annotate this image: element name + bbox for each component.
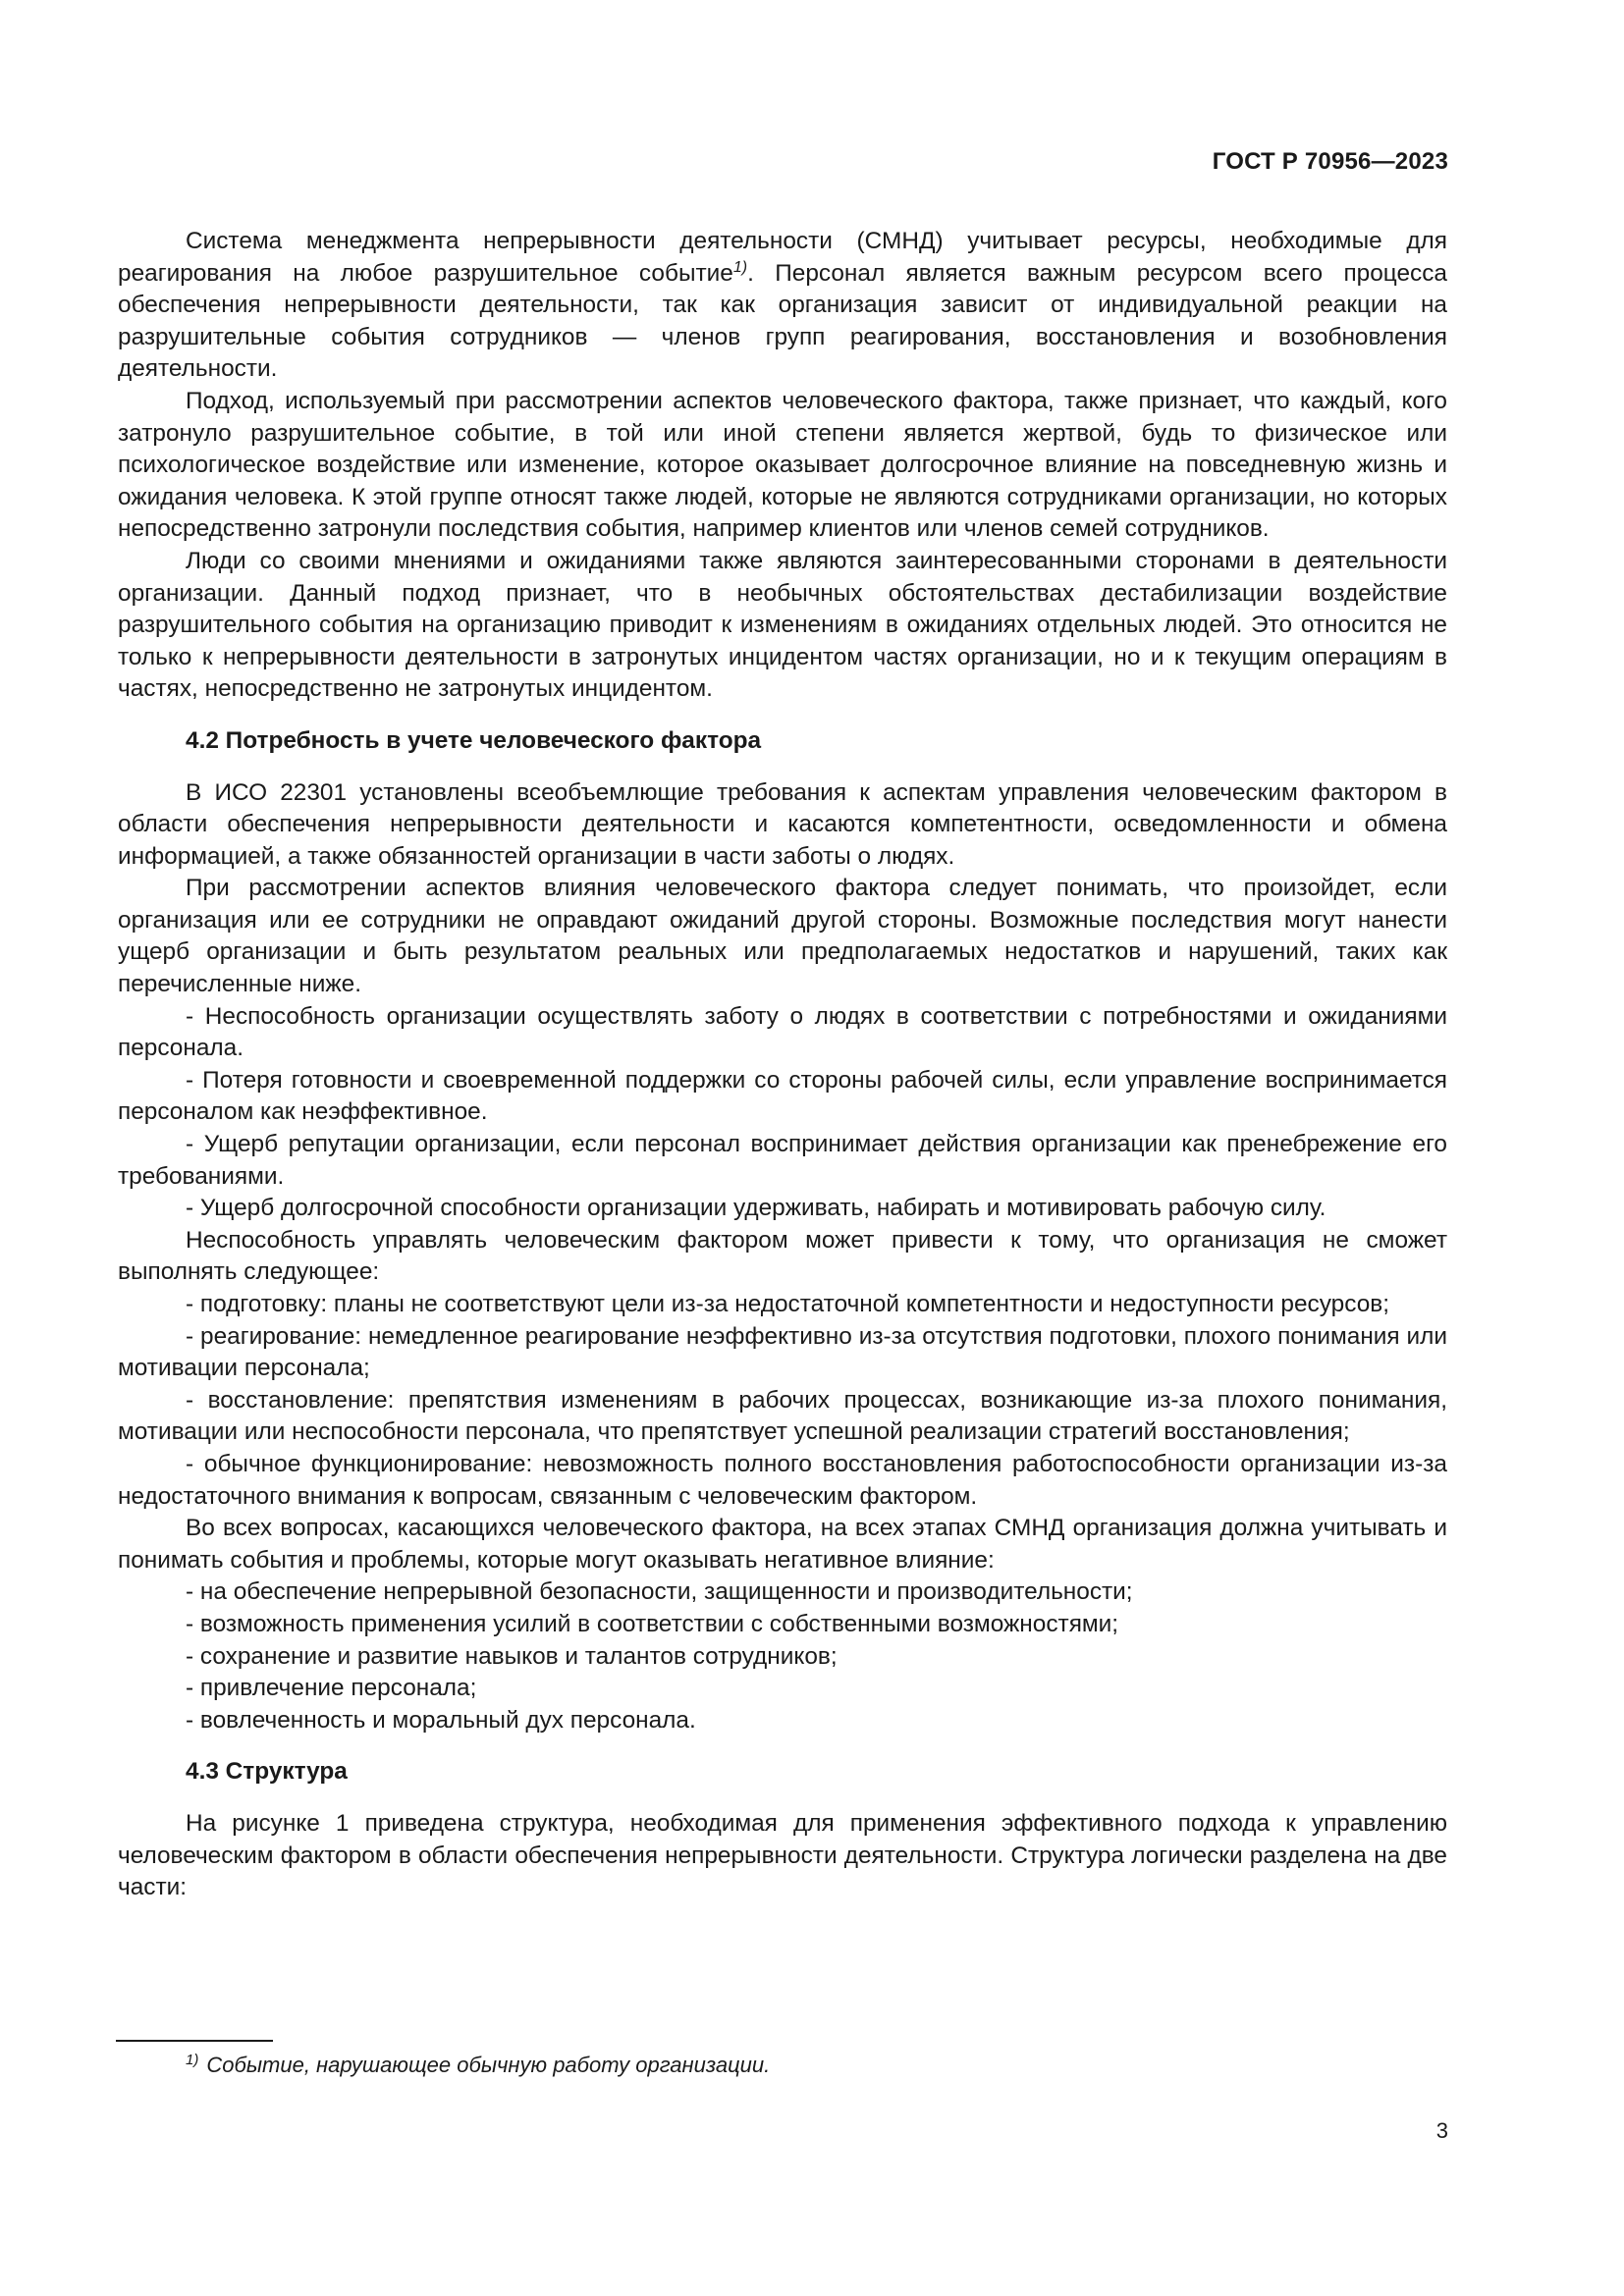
document-id-header: ГОСТ Р 70956—2023 bbox=[1212, 148, 1448, 175]
list-item: - на обеспечение непрерывной безопасности, защищенности и производительности; bbox=[186, 1578, 1133, 1606]
footnote bbox=[186, 2051, 770, 2080]
list-item: - сохранение и развитие навыков и талантов сотрудников; bbox=[186, 1642, 838, 1670]
list-item: - Ущерб долгосрочной способности организации удерживать, набирать и мотивировать рабочую силу. bbox=[186, 1195, 1326, 1222]
paragraph: Неспособность управлять человеческим фактором может привести к тому, что организация не сможет выполнять следующее: bbox=[118, 1226, 1447, 1286]
paragraph-text: . Персонал является важным ресурсом всего процесса обеспечения непрерывности деятельности, так как организация зависит от индивидуальной реакции на разрушительные события сотрудников — членов групп реагирования, восстановления и возобновления деятельности. bbox=[118, 259, 1447, 383]
list-item: - вовлеченность и моральный дух персонала. bbox=[186, 1706, 696, 1734]
paragraph: Во всех вопросах, касающихся человеческого фактора, на всех этапах СМНД организация должна учитывать и понимать события и проблемы, которые могут оказывать негативное влияние: bbox=[118, 1515, 1447, 1574]
paragraph: Подход, используемый при рассмотрении аспектов человеческого фактора, также признает, что каждый, кого затронуло разрушительное событие, в той или иной степени является жертвой, будь то физическое или психологическое воздействие или изменение, которое оказывает долгосрочное влияние на повседневную жизнь и ожидания человека. К этой группе относят также людей, которые не являются сотрудниками организации, но которых непосредственно затронули последствия события, например клиентов или членов семей сотрудников. bbox=[118, 387, 1447, 543]
list-item: - привлечение персонала; bbox=[186, 1675, 477, 1702]
list-item: - Потеря готовности и своевременной поддержки со стороны рабочей силы, если управление воспринимается персоналом как неэффективное. bbox=[118, 1066, 1447, 1126]
footnote-divider bbox=[116, 2040, 273, 2042]
paragraph bbox=[118, 226, 1447, 386]
paragraph: На рисунке 1 приведена структура, необходимая для применения эффективного подхода к управлению человеческим фактором в области обеспечения непрерывности деятельности. Структура логически разделена на две части: bbox=[118, 1809, 1447, 1901]
section-heading-4-3: 4.3 Структура bbox=[186, 1758, 348, 1786]
list-item: - восстановление: препятствия изменениям в рабочих процессах, возникающие из-за плохого понимания, мотивации или неспособности персонала, что препятствует успешной реализации стратегий восстановления; bbox=[118, 1386, 1447, 1446]
paragraph: В ИСО 22301 установлены всеобъемлющие требования к аспектам управления человеческим фактором в области обеспечения непрерывности деятельности и касаются компетентности, осведомленности и обмена информацией, а также обязанностей организации в части заботы о людях. bbox=[118, 778, 1447, 870]
list-item: - Неспособность организации осуществлять заботу о людях в соответствии с потребностями и ожиданиями персонала. bbox=[118, 1002, 1447, 1062]
paragraph-text: Система менеджмента непрерывности деятельности (СМНД) учитывает ресурсы, необходимые для реагирования на любое разрушительное событие bbox=[118, 228, 1447, 287]
list-item: - возможность применения усилий в соответствии с собственными возможностями; bbox=[186, 1610, 1119, 1637]
footnote-reference[interactable]: 1) bbox=[732, 258, 748, 276]
paragraph: Люди со своими мнениями и ожиданиями также являются заинтересованными сторонами в деятельности организации. Данный подход признает, что в необычных обстоятельствах дестабилизации воздействие разрушительного события на организацию приводит к изменениям в ожиданиях отдельных людей. Это относится не только к непрерывности деятельности в затронутых инцидентом частях организации, но и к текущим операциям в частях, непосредственно не затронутых инцидентом. bbox=[118, 547, 1447, 703]
list-item: - обычное функционирование: невозможность полного восстановления работоспособности организации из-за недостаточного внимания к вопросам, связанным с человеческим фактором. bbox=[118, 1450, 1447, 1510]
footnote-mark: 1) bbox=[186, 2052, 199, 2068]
section-heading-4-2: 4.2 Потребность в учете человеческого фактора bbox=[186, 726, 762, 754]
footnote-text: Событие, нарушающее обычную работу организации. bbox=[206, 2053, 771, 2077]
paragraph: При рассмотрении аспектов влияния человеческого фактора следует понимать, что произойдет, если организация или ее сотрудники не оправдают ожиданий другой стороны. Возможные последствия могут нанести ущерб организации и быть результатом реальных или предполагаемых недостатков и нарушений, таких как перечисленные ниже. bbox=[118, 875, 1447, 998]
list-item: - подготовку: планы не соответствуют цели из-за недостаточной компетентности и недоступности ресурсов; bbox=[186, 1291, 1390, 1317]
document-body bbox=[118, 226, 1447, 1904]
page-number: 3 bbox=[1435, 2118, 1448, 2143]
list-item: - Ущерб репутации организации, если персонал воспринимает действия организации как пренебрежение его требованиями. bbox=[118, 1131, 1447, 1190]
list-item: - реагирование: немедленное реагирование неэффективно из-за отсутствия подготовки, плохого понимания или мотивации персонала; bbox=[118, 1322, 1447, 1382]
